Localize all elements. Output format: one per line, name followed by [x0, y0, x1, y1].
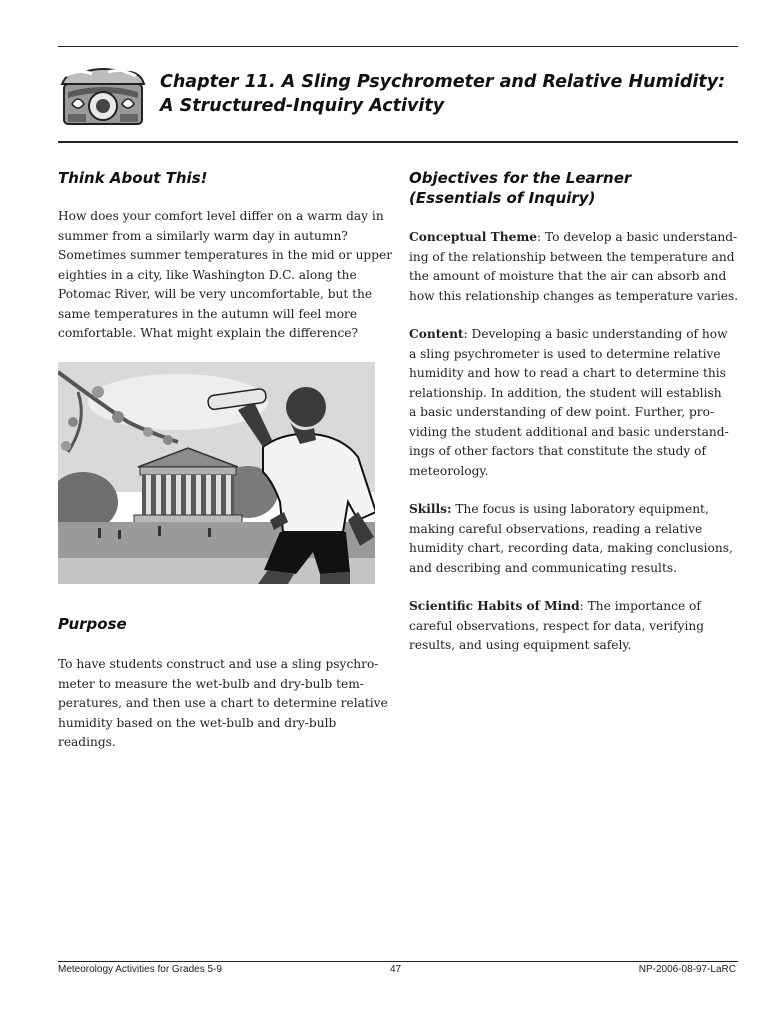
objectives-heading — [409, 168, 631, 208]
theme-line: : To develop a basic understand- — [536, 230, 738, 244]
habits-label: Scientific Habits of Mind — [409, 599, 580, 613]
content-label: Content — [409, 327, 464, 341]
skills-line: The focus is using laboratory equipment, — [451, 502, 709, 516]
conceptual-theme-label: Conceptual Theme — [409, 230, 537, 244]
purpose-paragraph — [58, 655, 388, 753]
content-line: meteorology. — [409, 463, 489, 478]
chapter-title — [160, 70, 740, 118]
content-line: a sling psychrometer is used to determine relative — [409, 346, 721, 361]
skills-line: making careful observations, reading a relative — [409, 521, 703, 536]
theme-line: ing of the relationship between the temperature and — [409, 249, 735, 264]
purpose-line: humidity based on the wet-bulb and dry-bulb — [58, 715, 337, 730]
think-line: Sometimes summer temperatures in the mid or upper — [58, 248, 393, 262]
document-id: NP-2006-08-97-LaRC — [638, 964, 736, 975]
think-paragraph — [58, 207, 392, 344]
skills-line: and describing and communicating results. — [409, 560, 677, 575]
think-heading: Think About This! — [58, 169, 208, 187]
footer-title: Meteorology Activities for Grades 5-9 — [58, 964, 222, 975]
theme-line: how this relationship changes as temperature varies. — [409, 288, 739, 303]
purpose-heading: Purpose — [58, 615, 127, 633]
purpose-line: meter to measure the wet-bulb and dry-bulb tem- — [58, 676, 364, 691]
purpose-line: readings. — [58, 735, 116, 749]
skills-label: Skills: — [409, 502, 452, 516]
content-line: : Developing a basic understanding of how — [463, 327, 728, 341]
conceptual-theme-paragraph — [409, 228, 738, 306]
think-line: eighties in a city, like Washington D.C. along the — [58, 267, 357, 282]
think-line: How does your comfort level differ on a warm day in — [58, 209, 384, 223]
skills-line: humidity chart, recording data, making conclusions, — [409, 541, 733, 555]
think-line: summer from a similarly warm day in autumn? — [58, 228, 348, 243]
think-line: same temperatures in the autumn will feel more — [58, 306, 358, 321]
chapter-icon — [58, 64, 148, 128]
runner-illustration — [58, 362, 375, 584]
theme-line: the amount of moisture that the air can absorb and — [409, 269, 727, 283]
purpose-line: To have students construct and use a sling psychro- — [58, 657, 379, 671]
content-paragraph — [409, 325, 729, 481]
habits-line: results, and using equipment safely. — [409, 638, 632, 652]
footer-rule — [58, 961, 738, 962]
content-line: a basic understanding of dew point. Further, pro- — [409, 405, 715, 419]
page-number: 47 — [390, 964, 402, 975]
habits-line: careful observations, respect for data, verifying — [409, 618, 705, 633]
content-line: humidity and how to read a chart to determine this — [409, 366, 726, 380]
chapter-title-line-2: A Structured-Inquiry Activity — [160, 96, 445, 116]
think-line: Potomac River, will be very uncomfortable, but the — [58, 287, 373, 301]
habits-paragraph — [409, 597, 704, 656]
content-line: viding the student additional and basic understand- — [409, 424, 729, 439]
objectives-heading-line-1: Objectives for the Learner — [409, 169, 632, 187]
purpose-line: peratures, and then use a chart to determine relative — [58, 696, 388, 710]
content-line: relationship. In addition, the student will establish — [409, 385, 722, 400]
top-rule — [58, 46, 738, 47]
habits-line: : The importance of — [579, 599, 701, 613]
chapter-title-line-1: Chapter 11. A Sling Psychrometer and Relative Humidity: — [160, 72, 726, 92]
content-line: ings of other factors that constitute the study of — [409, 444, 707, 458]
objectives-heading-line-2: (Essentials of Inquiry) — [409, 189, 596, 207]
think-line: comfortable. What might explain the difference? — [58, 326, 359, 340]
skills-paragraph — [409, 500, 733, 578]
header-rule — [58, 141, 738, 143]
